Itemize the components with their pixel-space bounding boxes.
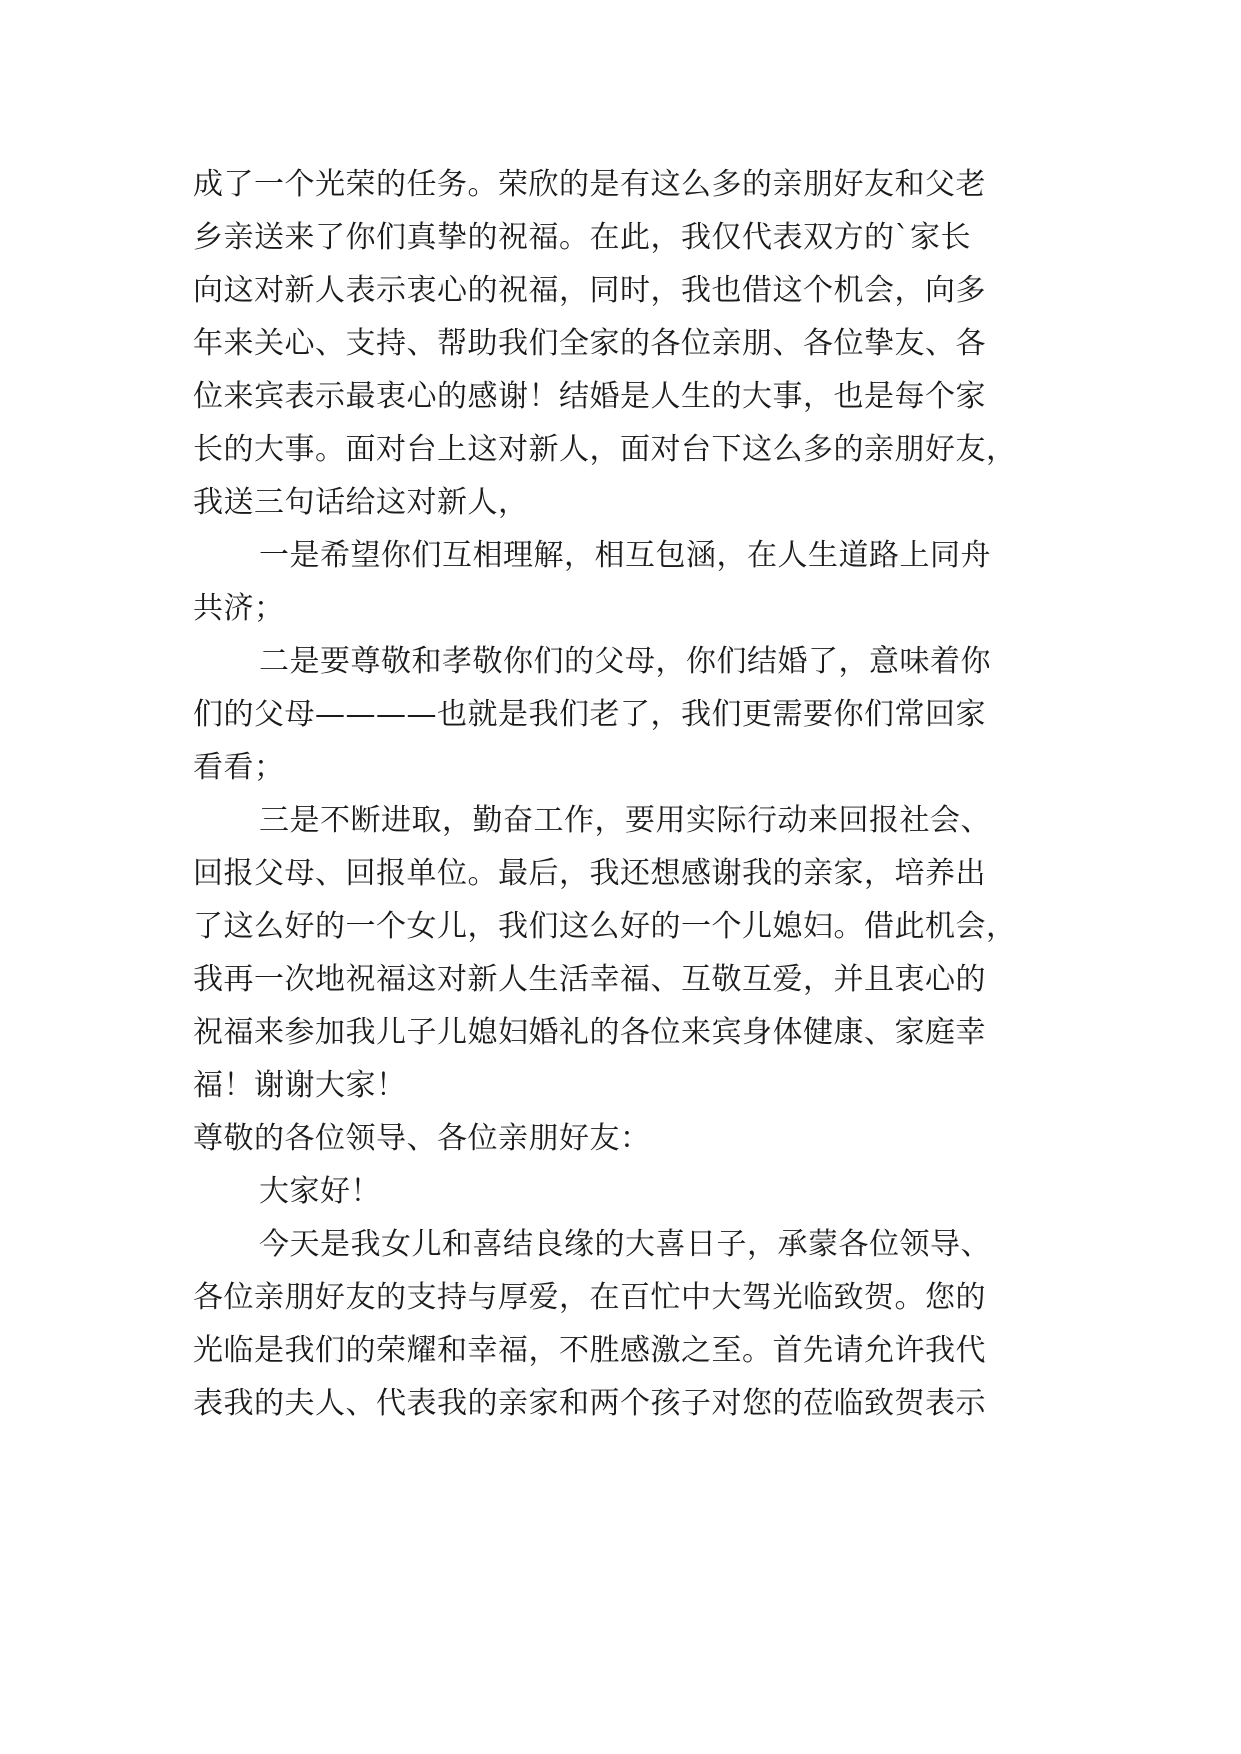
greeting-line: 大家好！: [259, 1174, 381, 1209]
text-line: 乡亲送来了你们真挚的祝福。在此，我仅代表双方的`家长: [193, 220, 971, 255]
text-line: 们的父母————也就是我们老了，我们更需要你们常回家: [193, 697, 986, 732]
paragraph-first-line: 一是希望你们互相理解，相互包涵，在人生道路上同舟: [259, 538, 991, 573]
text-line: 各位亲朋好友的支持与厚爱，在百忙中大驾光临致贺。您的: [193, 1280, 986, 1315]
text-line: 位来宾表示最衷心的感谢！结婚是人生的大事，也是每个家: [193, 379, 986, 414]
document-body: [193, 158, 1053, 1430]
text-line: 成了一个光荣的任务。荣欣的是有这么多的亲朋好友和父老: [193, 167, 986, 202]
paragraph-first-line: 三是不断进取，勤奋工作，要用实际行动来回报社会、: [259, 803, 991, 838]
text-line: 我再一次地祝福这对新人生活幸福、互敬互爱，并且衷心的: [193, 962, 986, 997]
text-line: 回报父母、回报单位。最后，我还想感谢我的亲家，培养出: [193, 856, 986, 891]
paragraph-first-line: 今天是我女儿和喜结良缘的大喜日子，承蒙各位领导、: [259, 1227, 991, 1262]
text-line: 了这么好的一个女儿，我们这么好的一个儿媳妇。借此机会，: [193, 909, 1017, 944]
salutation-line: 尊敬的各位领导、各位亲朋好友：: [193, 1121, 651, 1156]
text-line: 表我的夫人、代表我的亲家和两个孩子对您的莅临致贺表示: [193, 1386, 986, 1421]
paragraph-first-line: 二是要尊敬和孝敬你们的父母，你们结婚了，意味着你: [259, 644, 991, 679]
text-line: 我送三句话给这对新人，: [193, 485, 529, 520]
text-line: 光临是我们的荣耀和幸福，不胜感激之至。首先请允许我代: [193, 1333, 986, 1368]
text-line: 年来关心、支持、帮助我们全家的各位亲朋、各位挚友、各: [193, 326, 986, 361]
text-line: 看看；: [193, 750, 285, 785]
text-line: 向这对新人表示衷心的祝福，同时，我也借这个机会，向多: [193, 273, 986, 308]
text-line: 长的大事。面对台上这对新人，面对台下这么多的亲朋好友，: [193, 432, 1017, 467]
text-line: 共济；: [193, 591, 285, 626]
text-line: 祝福来参加我儿子儿媳妇婚礼的各位来宾身体健康、家庭幸: [193, 1015, 986, 1050]
text-line: 福！谢谢大家！: [193, 1068, 407, 1103]
